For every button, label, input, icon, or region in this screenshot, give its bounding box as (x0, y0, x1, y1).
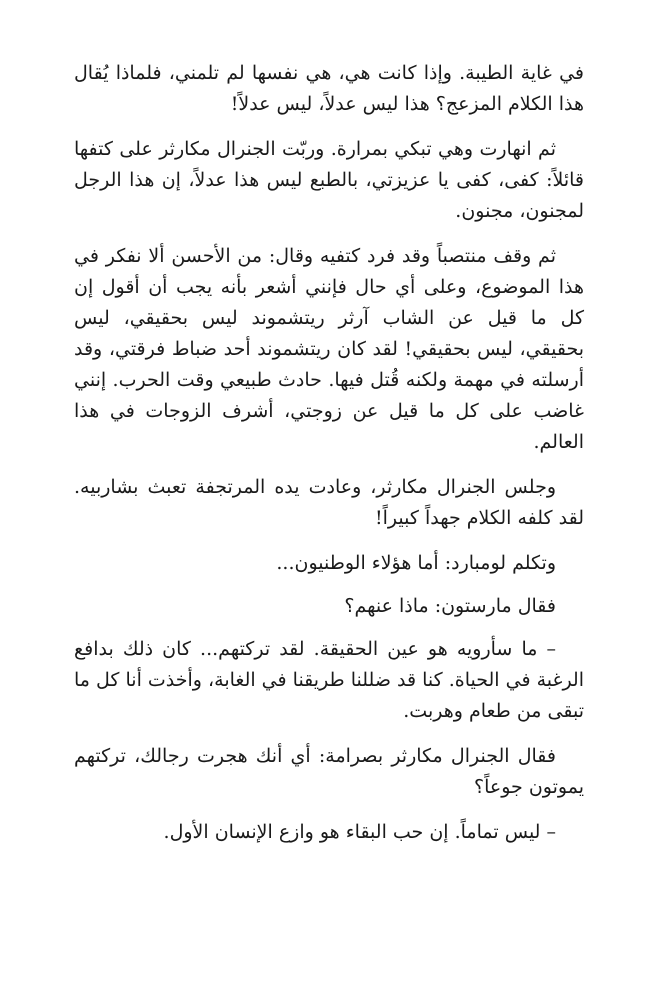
paragraph-6: فقال مارستون: ماذا عنهم؟ (344, 595, 556, 617)
paragraph-7: – ما سأرويه هو عين الحقيقة. لقد تركتهم... كان ذلك بدافع الرغبة في الحياة. كنا قد ضللنا طريقنا في الغابة، وأخذت أنا كل ما تبقى من طعام وهربت. (74, 638, 584, 722)
paragraph-5: وتكلم لومبارد: أما هؤلاء الوطنيون... (276, 552, 556, 574)
paragraph-3: ثم وقف منتصباً وقد فرد كتفيه وقال: من الأحسن ألا نفكر في هذا الموضوع، وعلى أي حال فإنني أشعر بأنه يجب أن أقول إن كل ما قيل عن الشاب آرثر ريتشموند ليس بحقيقي، ليس بحقيقي، ليس بحقيقي! لقد كان ريتشموند أحد ضباط فرقتي، وقد أرسلته في مهمة ولكنه قُتل فيها. حادث طبيعي وقت الحرب. إنني غاضب على كل ما قيل عن زوجتي، أشرف الزوجات في هذا العالم. (74, 245, 584, 453)
paragraph-9: – ليس تماماً. إن حب البقاء هو وازع الإنسان الأول. (163, 821, 556, 843)
paragraph-2: ثم انهارت وهي تبكي بمرارة. وربّت الجنرال مكارثر على كتفها قائلاً: كفى، كفى يا عزيزتي، بالطبع ليس هذا عدلاً، إن هذا الرجل لمجنون، مجنون. (74, 138, 584, 222)
paragraph-1: في غاية الطيبة. وإذا كانت هي، هي نفسها لم تلمني، فلماذا يُقال هذا الكلام المزعج؟ هذا ليس عدلاً، ليس عدلاً! (74, 62, 584, 115)
paragraph-4: وجلس الجنرال مكارثر، وعادت يده المرتجفة تعبث بشاربيه. لقد كلفه الكلام جهداً كبيراً! (74, 476, 584, 529)
book-page (74, 58, 584, 862)
paragraph-8: فقال الجنرال مكارثر بصرامة: أي أنك هجرت رجالك، تركتهم يموتون جوعاً؟ (74, 745, 584, 798)
